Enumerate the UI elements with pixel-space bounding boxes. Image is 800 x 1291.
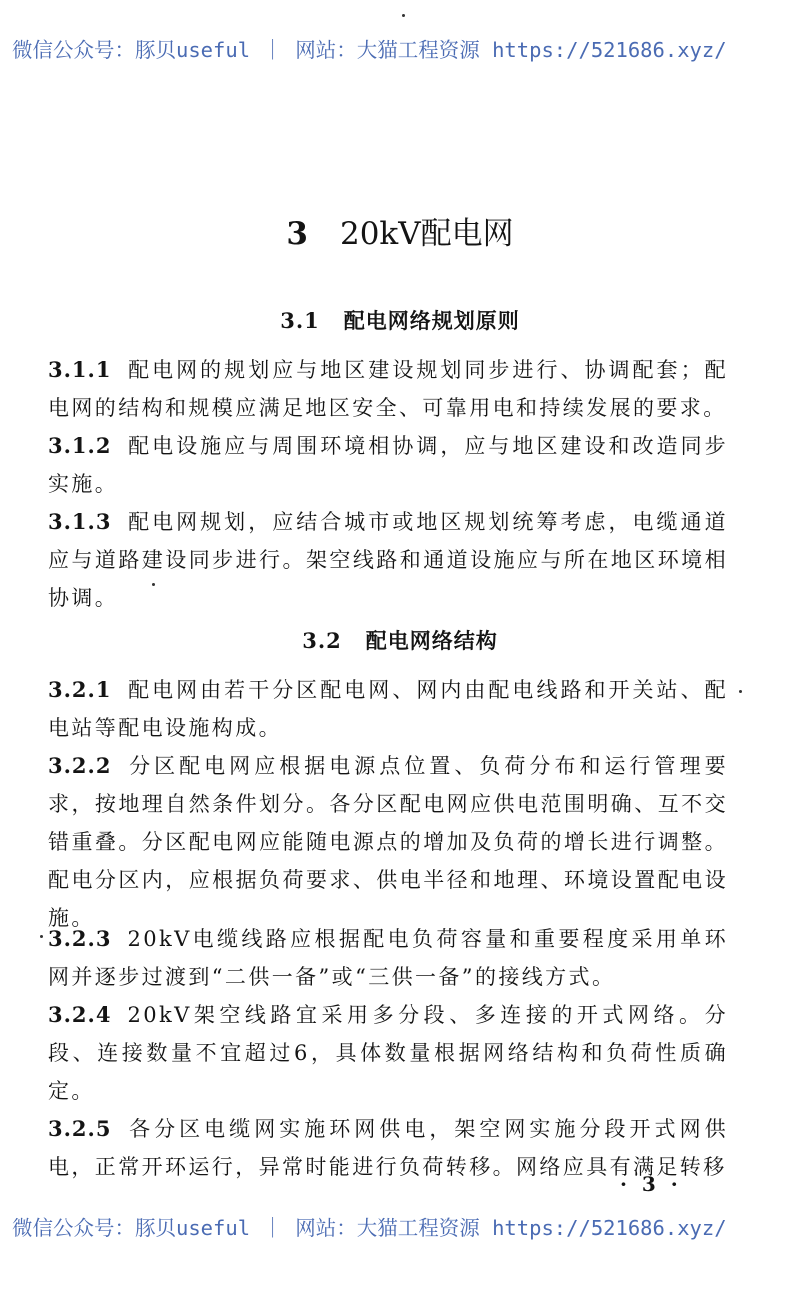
scan-speck	[152, 583, 155, 586]
clause-text: 20kV电缆线路应根据配电负荷容量和重要程度采用单环网并逐步过渡到“二供一备”或“三供一备”的接线方式。	[48, 927, 728, 989]
section-heading-3-1	[0, 305, 800, 335]
chapter-number: 3	[286, 216, 308, 252]
watermark-bottom: 微信公众号：豚贝useful ｜ 网站：大猫工程资源 https://521686.xyz/	[12, 1216, 727, 1240]
clause-3-1-3	[48, 503, 728, 617]
watermark-top: 微信公众号：豚贝useful ｜ 网站：大猫工程资源 https://521686.xyz/	[12, 38, 727, 62]
clause-number: 3.2.5	[48, 1116, 112, 1141]
clause-number: 3.1.3	[48, 509, 112, 534]
clause-text: 配电网的规划应与地区建设规划同步进行、协调配套；配电网的结构和规模应满足地区安全、可靠用电和持续发展的要求。	[48, 358, 728, 420]
clause-3-2-4	[48, 996, 728, 1110]
clause-number: 3.2.3	[48, 926, 112, 951]
clause-text: 分区配电网应根据电源点位置、负荷分布和运行管理要求，按地理自然条件划分。各分区配电网应供电范围明确、互不交错重叠。分区配电网应能随电源点的增加及负荷的增长进行调整。配电分区内，应根据负荷要求、供电半径和地理、环境设置配电设施。	[48, 754, 728, 930]
clause-number: 3.2.1	[48, 677, 112, 702]
clause-3-2-2	[48, 747, 728, 937]
scan-speck	[739, 690, 742, 693]
section-number: 3.2	[302, 628, 342, 653]
clause-text: 配电网由若干分区配电网、网内由配电线路和开关站、配电站等配电设施构成。	[48, 678, 728, 740]
clause-text: 各分区电缆网实施环网供电，架空网实施分段开式网供电，正常开环运行，异常时能进行负荷转移。网络应具有满足转移	[48, 1117, 728, 1179]
section-number: 3.1	[280, 308, 320, 333]
chapter-title: 20kV配电网	[339, 216, 514, 252]
clause-number: 3.1.2	[48, 433, 112, 458]
section-title: 配电网络结构	[365, 628, 498, 653]
section-heading-3-2	[0, 625, 800, 655]
scan-speck	[40, 935, 43, 938]
clause-number: 3.1.1	[48, 357, 112, 382]
clause-text: 配电设施应与周围环境相协调，应与地区建设和改造同步实施。	[48, 434, 728, 496]
clause-3-2-3	[48, 920, 728, 996]
clause-3-2-1	[48, 671, 728, 747]
scan-speck	[402, 14, 405, 17]
clause-3-1-2	[48, 427, 728, 503]
clause-3-1-1	[48, 351, 728, 427]
clause-number: 3.2.2	[48, 753, 112, 778]
chapter-heading	[0, 208, 800, 253]
clause-number: 3.2.4	[48, 1002, 112, 1027]
clause-text: 配电网规划，应结合城市或地区规划统筹考虑，电缆通道应与道路建设同步进行。架空线路和通道设施应与所在地区环境相协调。	[48, 510, 728, 610]
section-title: 配电网络规划原则	[343, 308, 520, 333]
page-number: · 3 ·	[620, 1172, 682, 1196]
clause-text: 20kV架空线路宜采用多分段、多连接的开式网络。分段、连接数量不宜超过6，具体数量根据网络结构和负荷性质确定。	[48, 1003, 728, 1103]
